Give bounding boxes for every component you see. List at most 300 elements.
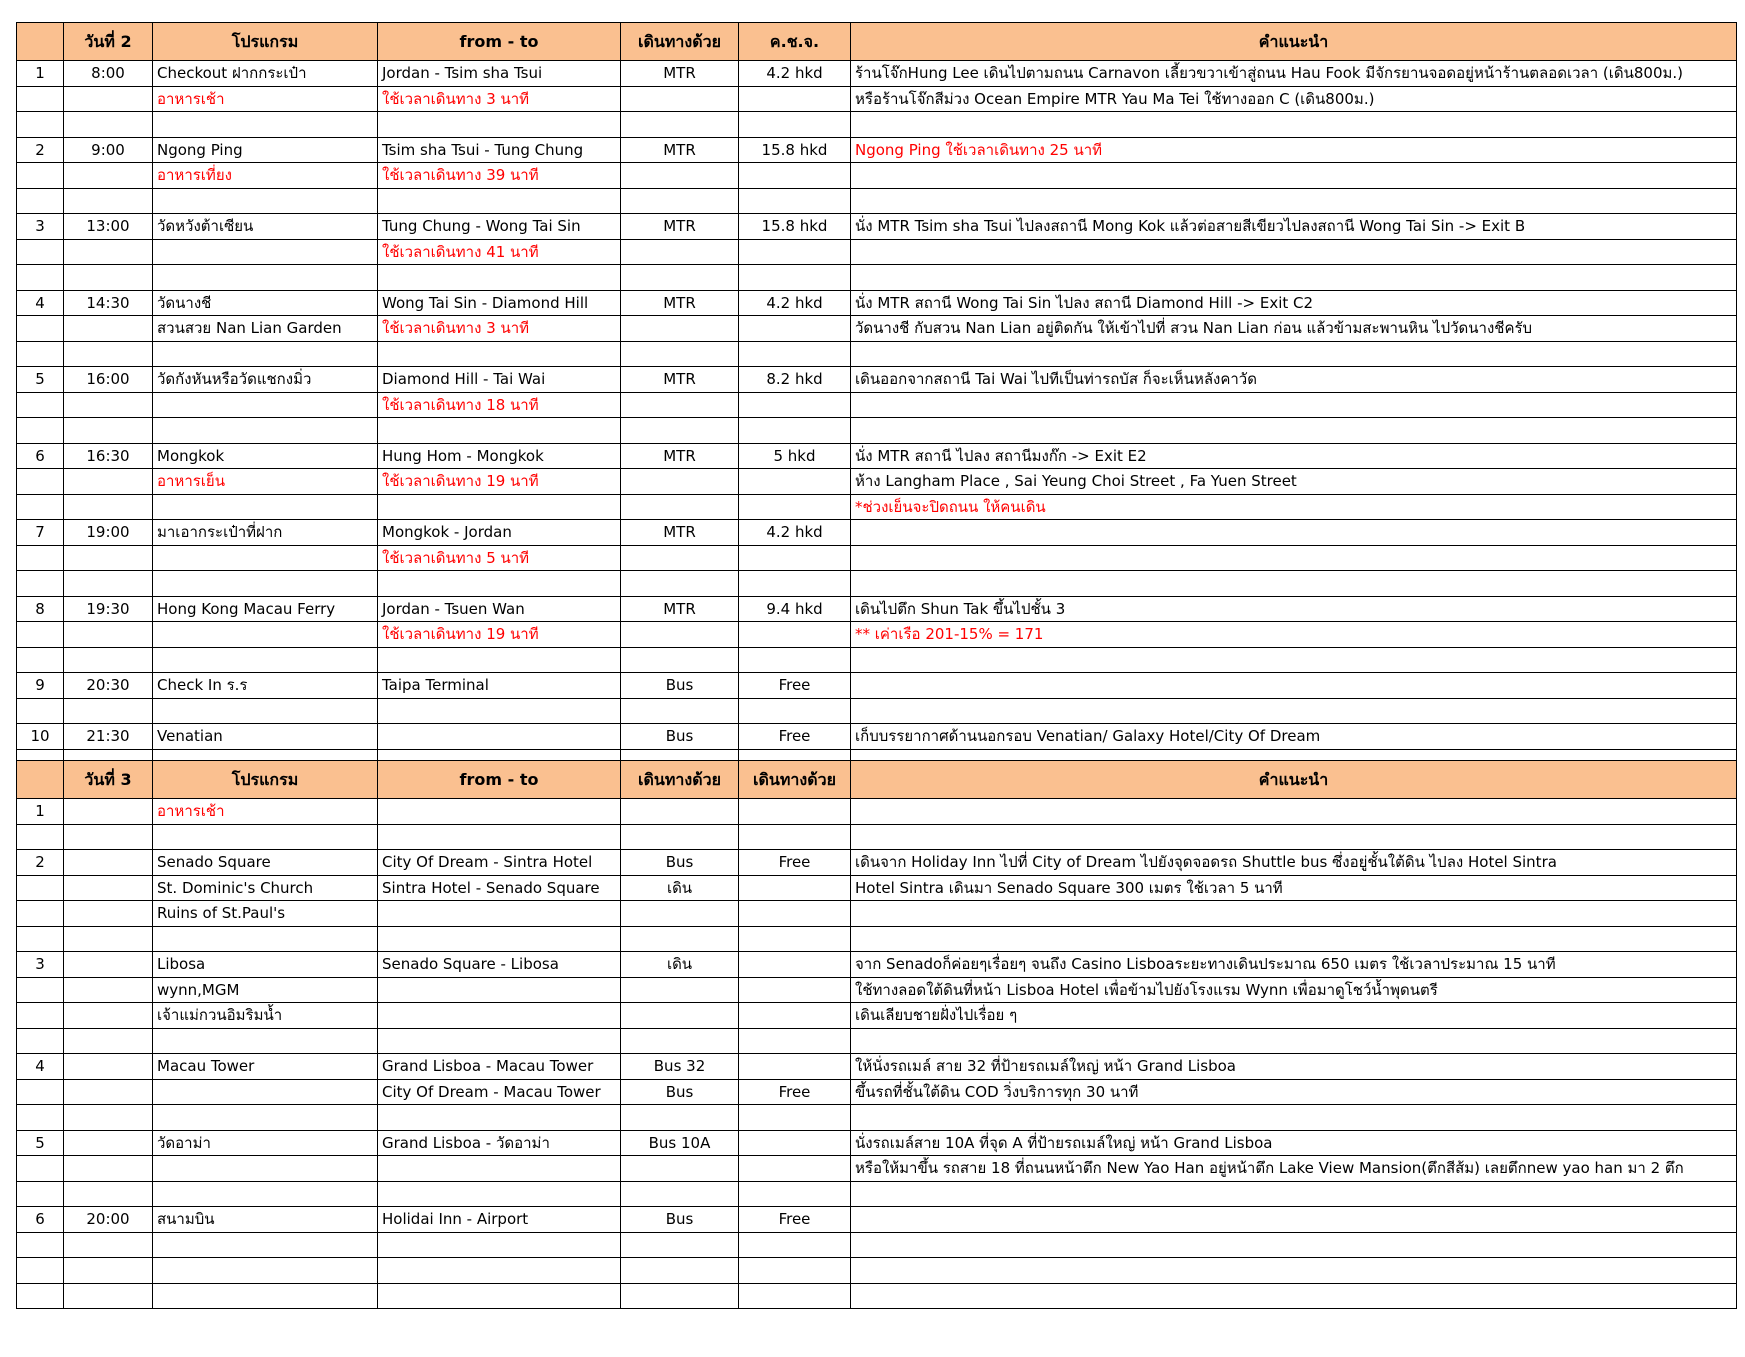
cell-mode — [621, 926, 739, 952]
cell-no: 1 — [17, 799, 64, 825]
cell-prog: วัดกังหันหรือวัดแชกงมิ่ว — [153, 367, 378, 393]
table-row — [17, 367, 1737, 393]
cell-mode: Bus — [621, 850, 739, 876]
cell-note — [851, 571, 1737, 597]
cell-no — [17, 469, 64, 495]
cell-route — [378, 698, 621, 724]
cell-note: Ngong Ping ใช้เวลาเดินทาง 25 นาที — [851, 137, 1737, 163]
cell-note — [851, 1258, 1737, 1284]
table-row — [17, 341, 1737, 367]
table-row — [17, 86, 1737, 112]
table-row — [17, 1003, 1737, 1029]
cell-fare — [739, 1232, 851, 1258]
cell-note: นั่ง MTR สถานี ไปลง สถานีมงก๊ก -> Exit E2 — [851, 443, 1737, 469]
table-row — [17, 673, 1737, 699]
cell-note: นั่ง MTR Tsim sha Tsui ไปลงสถานี Mong Kok แล้วต่อสายสีเขียวไปลงสถานี Wong Tai Sin -> Exit B — [851, 214, 1737, 240]
cell-route: ใช้เวลาเดินทาง 41 นาที — [378, 239, 621, 265]
table-row — [17, 977, 1737, 1003]
cell-prog: Check In ร.ร — [153, 673, 378, 699]
cell-note: เก็บบรรยากาศด้านนอกรอบ Venatian/ Galaxy Hotel/City Of Dream — [851, 724, 1737, 750]
cell-route: Tsim sha Tsui - Tung Chung — [378, 137, 621, 163]
cell-prog: Ngong Ping — [153, 137, 378, 163]
cell-route — [378, 341, 621, 367]
cell-prog: St. Dominic's Church — [153, 875, 378, 901]
cell-note — [851, 1105, 1737, 1131]
cell-time — [64, 112, 153, 138]
cell-prog — [153, 824, 378, 850]
cell-note: นั่งรถเมล์สาย 10A ที่จุด A ที่ป้ายรถเมล์ใหญ่ หน้า Grand Lisboa — [851, 1130, 1737, 1156]
table-row — [17, 1105, 1737, 1131]
table-row — [17, 724, 1737, 750]
cell-no — [17, 698, 64, 724]
table-row — [17, 1207, 1737, 1233]
cell-note — [851, 418, 1737, 444]
cell-prog: Ruins of St.Paul's — [153, 901, 378, 927]
cell-route: Senado Square - Libosa — [378, 952, 621, 978]
cell-note: นั่ง MTR สถานี Wong Tai Sin ไปลง สถานี Diamond Hill -> Exit C2 — [851, 290, 1737, 316]
cell-mode: เดิน — [621, 952, 739, 978]
cell-mode — [621, 1258, 739, 1284]
cell-time — [64, 1283, 153, 1309]
cell-no — [17, 824, 64, 850]
cell-prog — [153, 265, 378, 291]
cell-fare — [739, 1181, 851, 1207]
cell-mode — [621, 1181, 739, 1207]
cell-note: ร้านโจ๊กHung Lee เดินไปตามถนน Carnavon เลี้ยวขวาเข้าสู่ถนน Hau Fook มีจักรยานจอดอยู่หน้าร้านตลอดเวลา (เดิน800ม.) — [851, 61, 1737, 87]
cell-prog: สวนสวย Nan Lian Garden — [153, 316, 378, 342]
table-row — [17, 1079, 1737, 1105]
table-row — [17, 1156, 1737, 1182]
cell-fare — [739, 1054, 851, 1080]
cell-fare: Free — [739, 1207, 851, 1233]
cell-mode: Bus 32 — [621, 1054, 739, 1080]
cell-prog — [153, 112, 378, 138]
table-row — [17, 290, 1737, 316]
cell-no — [17, 392, 64, 418]
cell-no — [17, 622, 64, 648]
cell-no: 9 — [17, 673, 64, 699]
table-row — [17, 1028, 1737, 1054]
cell-note — [851, 673, 1737, 699]
cell-note: *ช่วงเย็นจะปิดถนน ให้คนเดิน — [851, 494, 1737, 520]
cell-fare — [739, 799, 851, 825]
cell-mode — [621, 418, 739, 444]
cell-note — [851, 824, 1737, 850]
cell-route — [378, 1028, 621, 1054]
cell-mode: MTR — [621, 290, 739, 316]
table-row — [17, 1258, 1737, 1284]
cell-no — [17, 316, 64, 342]
cell-mode — [621, 571, 739, 597]
cell-mode — [621, 239, 739, 265]
cell-route — [378, 1003, 621, 1029]
cell-no — [17, 188, 64, 214]
cell-fare: 4.2 hkd — [739, 520, 851, 546]
cell-time — [64, 316, 153, 342]
table-row — [17, 1181, 1737, 1207]
cell-no — [17, 1258, 64, 1284]
cell-fare: 5 hkd — [739, 443, 851, 469]
cell-time: 16:00 — [64, 367, 153, 393]
table-row — [17, 850, 1737, 876]
cell-route — [378, 647, 621, 673]
table-row — [17, 469, 1737, 495]
cell-no — [17, 494, 64, 520]
cell-route — [378, 1181, 621, 1207]
cell-mode — [621, 647, 739, 673]
cell-mode — [621, 977, 739, 1003]
day3-header-cell: เดินทางด้วย — [739, 761, 851, 799]
cell-prog: อาหารเย็น — [153, 469, 378, 495]
cell-prog — [153, 188, 378, 214]
cell-fare — [739, 901, 851, 927]
cell-prog: วัดหวังต้าเซียน — [153, 214, 378, 240]
table-row — [17, 1232, 1737, 1258]
cell-mode: MTR — [621, 214, 739, 240]
cell-route: ใช้เวลาเดินทาง 5 นาที — [378, 545, 621, 571]
cell-note — [851, 1028, 1737, 1054]
cell-route — [378, 1232, 621, 1258]
day2-header-row — [17, 23, 1737, 61]
cell-time — [64, 1003, 153, 1029]
cell-fare — [739, 469, 851, 495]
cell-no: 10 — [17, 724, 64, 750]
cell-fare: 15.8 hkd — [739, 137, 851, 163]
cell-no: 3 — [17, 952, 64, 978]
day3-header-cell: เดินทางด้วย — [621, 761, 739, 799]
day2-header-cell: วันที่ 2 — [64, 23, 153, 61]
day2-schedule-table — [16, 22, 1737, 775]
cell-no — [17, 163, 64, 189]
cell-prog — [153, 1079, 378, 1105]
cell-time: 14:30 — [64, 290, 153, 316]
cell-note: Hotel Sintra เดินมา Senado Square 300 เมตร ใช้เวลา 5 นาที — [851, 875, 1737, 901]
cell-time — [64, 392, 153, 418]
table-row — [17, 163, 1737, 189]
cell-no: 7 — [17, 520, 64, 546]
cell-time: 19:00 — [64, 520, 153, 546]
cell-time — [64, 571, 153, 597]
cell-mode — [621, 824, 739, 850]
cell-mode: MTR — [621, 520, 739, 546]
cell-route — [378, 571, 621, 597]
cell-mode — [621, 1003, 739, 1029]
cell-note — [851, 112, 1737, 138]
cell-time: 8:00 — [64, 61, 153, 87]
cell-route: Grand Lisboa - Macau Tower — [378, 1054, 621, 1080]
cell-route: ใช้เวลาเดินทาง 18 นาที — [378, 392, 621, 418]
day2-header-cell: โปรแกรม — [153, 23, 378, 61]
cell-fare: Free — [739, 673, 851, 699]
cell-time — [64, 698, 153, 724]
cell-fare — [739, 622, 851, 648]
cell-fare — [739, 163, 851, 189]
cell-no: 2 — [17, 137, 64, 163]
cell-no — [17, 1156, 64, 1182]
cell-fare: Free — [739, 850, 851, 876]
cell-mode: Bus — [621, 1079, 739, 1105]
cell-time — [64, 1156, 153, 1182]
cell-fare: Free — [739, 1079, 851, 1105]
cell-fare: 4.2 hkd — [739, 61, 851, 87]
cell-mode — [621, 1105, 739, 1131]
cell-note — [851, 1232, 1737, 1258]
cell-route: ใช้เวลาเดินทาง 19 นาที — [378, 622, 621, 648]
cell-mode — [621, 112, 739, 138]
cell-no: 5 — [17, 367, 64, 393]
cell-prog — [153, 392, 378, 418]
cell-time — [64, 850, 153, 876]
cell-no — [17, 1232, 64, 1258]
cell-route — [378, 1258, 621, 1284]
cell-route — [378, 188, 621, 214]
cell-fare — [739, 265, 851, 291]
cell-fare — [739, 875, 851, 901]
cell-fare — [739, 545, 851, 571]
cell-note: ** เค่าเรือ 201-15% = 171 — [851, 622, 1737, 648]
cell-fare — [739, 418, 851, 444]
cell-mode: MTR — [621, 367, 739, 393]
cell-note: เดินไปตึก Shun Tak ขึ้นไปชั้น 3 — [851, 596, 1737, 622]
day2-header-cell — [17, 23, 64, 61]
cell-fare: 8.2 hkd — [739, 367, 851, 393]
cell-note — [851, 1181, 1737, 1207]
day2-header-cell: คำแนะนำ — [851, 23, 1737, 61]
cell-no: 4 — [17, 290, 64, 316]
cell-fare — [739, 698, 851, 724]
cell-no: 5 — [17, 1130, 64, 1156]
cell-time — [64, 799, 153, 825]
cell-mode — [621, 1283, 739, 1309]
day3-header-cell: from - to — [378, 761, 621, 799]
cell-prog: อาหารเที่ยง — [153, 163, 378, 189]
table-row — [17, 61, 1737, 87]
cell-fare — [739, 316, 851, 342]
cell-note: เดินเลียบชายฝั่งไปเรื่อย ๆ — [851, 1003, 1737, 1029]
cell-note: ให้นั่งรถเมล์ สาย 32 ที่ป้ายรถเมล์ใหญ่ หน้า Grand Lisboa — [851, 1054, 1737, 1080]
cell-route: Wong Tai Sin - Diamond Hill — [378, 290, 621, 316]
cell-prog — [153, 1028, 378, 1054]
cell-time — [64, 977, 153, 1003]
cell-no — [17, 239, 64, 265]
cell-time — [64, 926, 153, 952]
cell-note: ขึ้นรถที่ชั้นใต้ดิน COD วิ่งบริการทุก 30 นาที — [851, 1079, 1737, 1105]
cell-mode — [621, 494, 739, 520]
cell-note — [851, 1207, 1737, 1233]
cell-prog: อาหารเช้า — [153, 86, 378, 112]
cell-fare: 9.4 hkd — [739, 596, 851, 622]
cell-time — [64, 647, 153, 673]
cell-route — [378, 494, 621, 520]
cell-prog: สนามบิน — [153, 1207, 378, 1233]
cell-route — [378, 1283, 621, 1309]
cell-time — [64, 1105, 153, 1131]
cell-route: Tung Chung - Wong Tai Sin — [378, 214, 621, 240]
cell-note — [851, 341, 1737, 367]
table-row — [17, 112, 1737, 138]
table-row — [17, 1130, 1737, 1156]
table-row — [17, 239, 1737, 265]
cell-time — [64, 265, 153, 291]
cell-prog: เจ้าแม่กวนอิมริมน้ำ — [153, 1003, 378, 1029]
table-row — [17, 647, 1737, 673]
cell-route — [378, 1105, 621, 1131]
cell-fare — [739, 952, 851, 978]
cell-time — [64, 1130, 153, 1156]
day2-header-cell: เดินทางด้วย — [621, 23, 739, 61]
cell-prog — [153, 571, 378, 597]
day3-header-cell — [17, 761, 64, 799]
table-row — [17, 545, 1737, 571]
table-row — [17, 137, 1737, 163]
cell-prog — [153, 418, 378, 444]
cell-note — [851, 901, 1737, 927]
cell-no — [17, 1283, 64, 1309]
cell-no — [17, 86, 64, 112]
cell-time — [64, 1258, 153, 1284]
cell-mode — [621, 316, 739, 342]
cell-prog — [153, 1181, 378, 1207]
cell-time: 21:30 — [64, 724, 153, 750]
day2-header-cell: from - to — [378, 23, 621, 61]
table-row — [17, 265, 1737, 291]
cell-note — [851, 188, 1737, 214]
cell-note — [851, 647, 1737, 673]
cell-no — [17, 926, 64, 952]
table-row — [17, 418, 1737, 444]
table-row — [17, 392, 1737, 418]
cell-note: วัดนางชี กับสวน Nan Lian อยู่ติดกัน ให้เข้าไปที่ สวน Nan Lian ก่อน แล้วข้ามสะพานหิน ไปวัดนางชีครับ — [851, 316, 1737, 342]
cell-route — [378, 1156, 621, 1182]
cell-fare — [739, 1105, 851, 1131]
cell-mode — [621, 188, 739, 214]
cell-mode: MTR — [621, 137, 739, 163]
cell-note: หรือให้มาขึ้น รถสาย 18 ที่ถนนหน้าตึก New Yao Han อยู่หน้าตึก Lake View Mansion(ตึกสีส้ม) เลยตึกnew yao han มา 2 ตึก — [851, 1156, 1737, 1182]
cell-route: City Of Dream - Macau Tower — [378, 1079, 621, 1105]
cell-note — [851, 799, 1737, 825]
cell-prog — [153, 622, 378, 648]
cell-route: Grand Lisboa - วัดอาม่า — [378, 1130, 621, 1156]
cell-fare — [739, 1130, 851, 1156]
cell-mode: Bus 10A — [621, 1130, 739, 1156]
cell-route: City Of Dream - Sintra Hotel — [378, 850, 621, 876]
cell-time: 16:30 — [64, 443, 153, 469]
cell-prog — [153, 1283, 378, 1309]
cell-prog: มาเอากระเป๋าที่ฝาก — [153, 520, 378, 546]
cell-time — [64, 1054, 153, 1080]
day3-schedule-table — [16, 760, 1737, 1309]
cell-prog — [153, 341, 378, 367]
cell-time — [64, 239, 153, 265]
cell-note: ห้าง Langham Place , Sai Yeung Choi Street , Fa Yuen Street — [851, 469, 1737, 495]
cell-mode — [621, 163, 739, 189]
cell-route — [378, 112, 621, 138]
cell-no — [17, 875, 64, 901]
cell-time — [64, 545, 153, 571]
cell-note: ใช้ทางลอดใต้ดินที่หน้า Lisboa Hotel เพื่อข้ามไปยังโรงแรม Wynn เพื่อมาดูโชว์น้ำพุดนตรี — [851, 977, 1737, 1003]
cell-route: Mongkok - Jordan — [378, 520, 621, 546]
cell-note — [851, 520, 1737, 546]
cell-route — [378, 799, 621, 825]
cell-note — [851, 392, 1737, 418]
cell-note: เดินจาก Holiday Inn ไปที่ City of Dream ไปยังจุดจอดรถ Shuttle bus ซึ่งอยู่ชั้นใต้ดิน ไปลง Hotel Sintra — [851, 850, 1737, 876]
cell-prog — [153, 1232, 378, 1258]
cell-prog: Mongkok — [153, 443, 378, 469]
cell-note — [851, 239, 1737, 265]
cell-fare — [739, 571, 851, 597]
cell-mode — [621, 341, 739, 367]
cell-no: 6 — [17, 1207, 64, 1233]
cell-no: 4 — [17, 1054, 64, 1080]
cell-prog: Senado Square — [153, 850, 378, 876]
cell-fare — [739, 86, 851, 112]
cell-fare: Free — [739, 724, 851, 750]
table-row — [17, 901, 1737, 927]
cell-note: เดินออกจากสถานี Tai Wai ไปทีเป็นท่ารถบัส ก็จะเห็นหลังคาวัด — [851, 367, 1737, 393]
cell-route: Jordan - Tsim sha Tsui — [378, 61, 621, 87]
cell-fare — [739, 1283, 851, 1309]
cell-mode — [621, 469, 739, 495]
cell-fare — [739, 112, 851, 138]
cell-no: 2 — [17, 850, 64, 876]
table-row — [17, 520, 1737, 546]
day2-header-cell: ค.ช.จ. — [739, 23, 851, 61]
cell-no: 6 — [17, 443, 64, 469]
table-row — [17, 571, 1737, 597]
cell-time — [64, 952, 153, 978]
cell-mode — [621, 545, 739, 571]
cell-no — [17, 418, 64, 444]
table-row — [17, 494, 1737, 520]
cell-time — [64, 1181, 153, 1207]
cell-mode: MTR — [621, 61, 739, 87]
cell-mode — [621, 901, 739, 927]
cell-time: 13:00 — [64, 214, 153, 240]
cell-no: 8 — [17, 596, 64, 622]
table-row — [17, 1054, 1737, 1080]
cell-fare — [739, 1156, 851, 1182]
cell-no — [17, 341, 64, 367]
cell-prog — [153, 494, 378, 520]
cell-time — [64, 622, 153, 648]
cell-fare — [739, 494, 851, 520]
cell-prog — [153, 1105, 378, 1131]
cell-fare — [739, 392, 851, 418]
cell-time — [64, 469, 153, 495]
cell-fare — [739, 1028, 851, 1054]
cell-no: 3 — [17, 214, 64, 240]
cell-no — [17, 265, 64, 291]
cell-mode: MTR — [621, 596, 739, 622]
cell-time — [64, 1232, 153, 1258]
table-row — [17, 188, 1737, 214]
cell-route: Sintra Hotel - Senado Square — [378, 875, 621, 901]
cell-prog: อาหารเช้า — [153, 799, 378, 825]
day3-header-cell: โปรแกรม — [153, 761, 378, 799]
cell-fare — [739, 824, 851, 850]
cell-note: หรือร้านโจ๊กสีม่วง Ocean Empire MTR Yau Ma Tei ใช้ทางออก C (เดิน800ม.) — [851, 86, 1737, 112]
cell-time — [64, 875, 153, 901]
cell-time — [64, 824, 153, 850]
cell-route: ใช้เวลาเดินทาง 3 นาที — [378, 316, 621, 342]
table-row — [17, 926, 1737, 952]
cell-route: Taipa Terminal — [378, 673, 621, 699]
cell-mode — [621, 86, 739, 112]
cell-note — [851, 163, 1737, 189]
cell-no — [17, 112, 64, 138]
cell-prog — [153, 239, 378, 265]
cell-prog: Macau Tower — [153, 1054, 378, 1080]
